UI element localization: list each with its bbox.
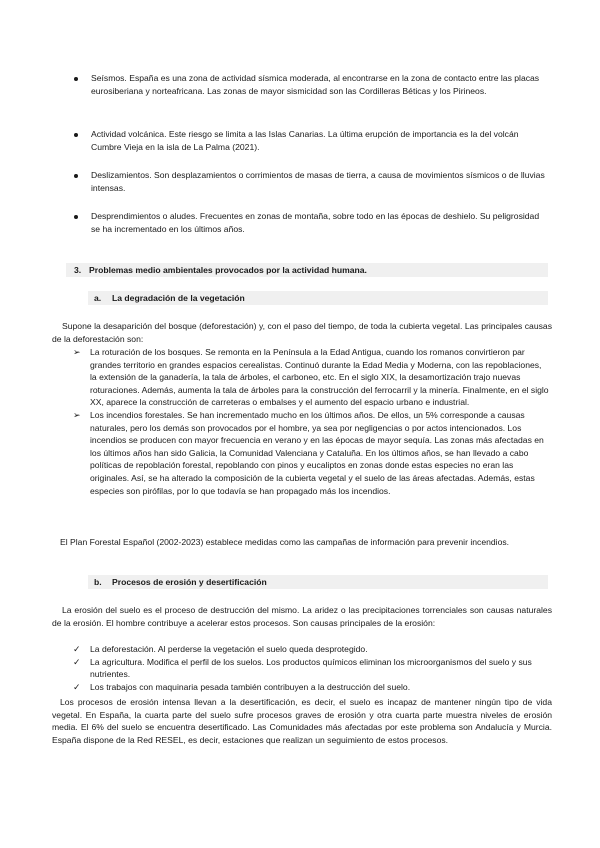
subsection-heading-b (88, 575, 548, 589)
subsection-heading-a (88, 291, 548, 305)
bullet-dot (74, 133, 78, 137)
section-number: 3. (74, 265, 82, 275)
bullet-dot (74, 174, 78, 178)
arrow-bullet-icon: ➢ (73, 409, 81, 420)
section-heading-3 (66, 263, 548, 277)
risk-item-text: Deslizamientos. Son desplazamientos o corrimientos de masas de tierra, a causa de movimientos sísmicos o de lluvias intensas. (91, 170, 545, 193)
subsection-number: a. (94, 293, 102, 303)
risk-item-text: Seísmos. España es una zona de actividad sísmica moderada, al encontrarse en la zona de contacto entre las placas eurosiberiana y norteafricana. Las zonas de mayor sismicidad son las Cordilleras Béticas y los Pirineos. (91, 73, 540, 96)
subsection-title: La degradación de la vegetación (112, 293, 245, 303)
paragraph-erosion-intro: La erosión del suelo es el proceso de destrucción del mismo. La aridez o las precipitaciones torrenciales son causas naturales de la erosión. El hombre contribuye a acelerar estos procesos. Son causas principales de la erosión: (52, 605, 552, 628)
risk-item-seismos (70, 72, 550, 97)
deforestation-causes-list (70, 346, 550, 497)
list-item-text: La agricultura. Modifica el perfil de los suelos. Los productos químicos eliminan los microorganismos del suelo y sus nutrientes. (90, 656, 532, 680)
risk-item-text: Actividad volcánica. Este riesgo se limita a las Islas Canarias. La última erupción de importancia es la del volcán Cumbre Vieja en la isla de La Palma (2021). (91, 129, 519, 152)
list-item (70, 346, 550, 409)
risk-item-volcanic (70, 128, 550, 153)
risk-item-landslides (70, 169, 550, 194)
list-item (70, 643, 550, 656)
list-item-text: Los incendios forestales. Se han incrementado mucho en los últimos años. De ellos, un 5% corresponde a causas naturales, pero los demás son provocados por el hombre, ya sea por negligencias o por actos intencionados. Los incendios se producen con mayor frecuencia en verano y en las épocas de mayor sequía. Las zonas más afectadas en los últimos años han sido Galicia, la Comunidad Valenciana y Cataluña. En los últimos años, se han llevado a cabo políticas de repoblación forestal, repoblando con pinos y eucaliptos en zonas donde estas especies no eran las originales. Así, se ha alterado la composición de la cubierta vegetal y el suelo de las áreas afectadas. Además, estas especies son pirófilas, por lo que todavía se han propagado más los incendios. (90, 409, 544, 496)
subsection-title: Procesos de erosión y desertificación (112, 577, 267, 587)
erosion-causes-list (70, 643, 550, 693)
paragraph-deforestation-intro: Supone la desaparición del bosque (deforestación) y, con el paso del tiempo, de toda la cubierta vegetal. Las principales causas de la deforestación son: (52, 321, 552, 344)
list-item-text: Los trabajos con maquinaria pesada también contribuyen a la destrucción del suelo. (90, 681, 411, 692)
risk-item-avalanches (70, 210, 550, 235)
section-title: Problemas medio ambientales provocados por la actividad humana. (89, 265, 367, 275)
arrow-bullet-icon: ➢ (73, 347, 81, 357)
risk-item-text: Desprendimientos o aludes. Frecuentes en zonas de montaña, sobre todo en las épocas de deshielo. Su peligrosidad se ha incrementado en los últimos años. (91, 211, 540, 234)
check-bullet-icon: ✓ (73, 644, 81, 654)
list-item-text: La roturación de los bosques. Se remonta en la Península a la Edad Antigua, cuando los romanos convirtieron par grandes territorio en grandes espacios cerealistas. Continuó durante la Edad Media y Moderna, con las repoblaciones, la extensión de la ganadería, la tala de árboles, el carboneo, etc. En el siglo XIX, la desamortización trajo nuevas roturaciones. Además, aumenta la tala de árboles para la construcción del ferrocarril y la minería. Finalmente, en el siglo XX, aparece la construcción de carreteras o embalses y el aumento del espacio urbano e industrial. (90, 347, 549, 408)
list-item-text: La deforestación. Al perderse la vegetación el suelo queda desprotegido. (90, 644, 368, 654)
list-item (70, 409, 550, 497)
subsection-number: b. (94, 577, 102, 587)
bullet-dot (74, 215, 78, 219)
paragraph-forest-plan: El Plan Forestal Español (2002-2023) establece medidas como las campañas de información para prevenir incendios. (60, 537, 510, 547)
bullet-dot (74, 77, 78, 81)
check-bullet-icon: ✓ (73, 656, 81, 667)
check-bullet-icon: ✓ (73, 681, 81, 692)
list-item (70, 656, 550, 681)
list-item (70, 681, 550, 694)
paragraph-desertification: Los procesos de erosión intensa llevan a la desertificación, es decir, el suelo es incapaz de mantener ningún tipo de vida vegetal. En España, la cuarta parte del suelo sufre procesos graves de erosión y otra cuarta parte muestra niveles de erosión media. El 6% del suelo se encuentra desertificado. Las Comunidades más afectadas por este problema son Andalucía y Murcia. España dispone de la Red RESEL, es decir, estaciones que realizan un seguimiento de estos procesos. (52, 697, 552, 745)
